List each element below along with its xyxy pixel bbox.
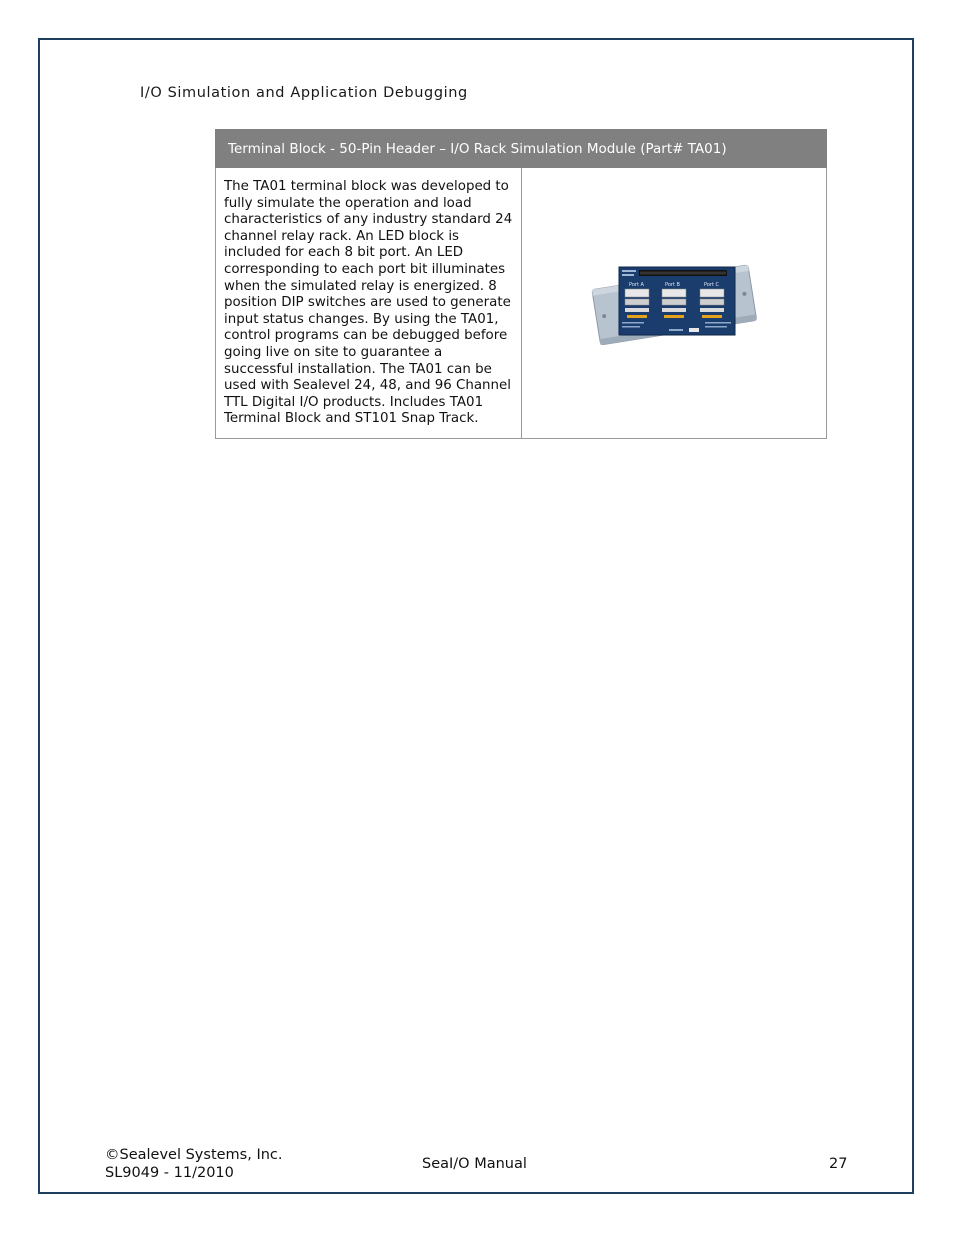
table-heading: Terminal Block - 50-Pin Header – I/O Rack Simulation Module (Part# TA01) <box>216 130 827 168</box>
footer-page-number: 27 <box>829 1156 848 1172</box>
table-row <box>216 168 827 439</box>
product-image-cell <box>521 168 827 439</box>
footer-doc-code: SL9049 - 11/2010 <box>105 1165 234 1181</box>
footer-left <box>105 1146 283 1182</box>
footer-copyright: ©Sealevel Systems, Inc. <box>105 1147 283 1163</box>
port-b-label: Port B <box>664 281 680 288</box>
port-c-label: Port C <box>703 281 719 288</box>
port-a-label: Port A <box>628 281 644 288</box>
section-heading: I/O Simulation and Application Debugging <box>140 85 468 101</box>
pcb-board <box>619 267 735 335</box>
product-description: The TA01 terminal block was developed to fully simulate the operation and load characteristics of any industry standard 24 channel relay rack. An LED block is included for each 8 bit port. An LED corresponding to each port bit illuminates when the simulated relay is energized. 8 position DIP switches are used to generate input status changes. By using the TA01, control programs can be debugged before going live on site to guarantee a successful installation. The TA01 can be used with Sealevel 24, 48, and 96 Channel TTL Digital I/O products. Includes TA01 Terminal Block and ST101 Snap Track. <box>216 168 522 439</box>
ta01-board-image <box>589 253 759 353</box>
product-table <box>215 129 827 439</box>
footer-manual-title: SeaI/O Manual <box>422 1156 527 1172</box>
table-header-row <box>216 130 827 168</box>
